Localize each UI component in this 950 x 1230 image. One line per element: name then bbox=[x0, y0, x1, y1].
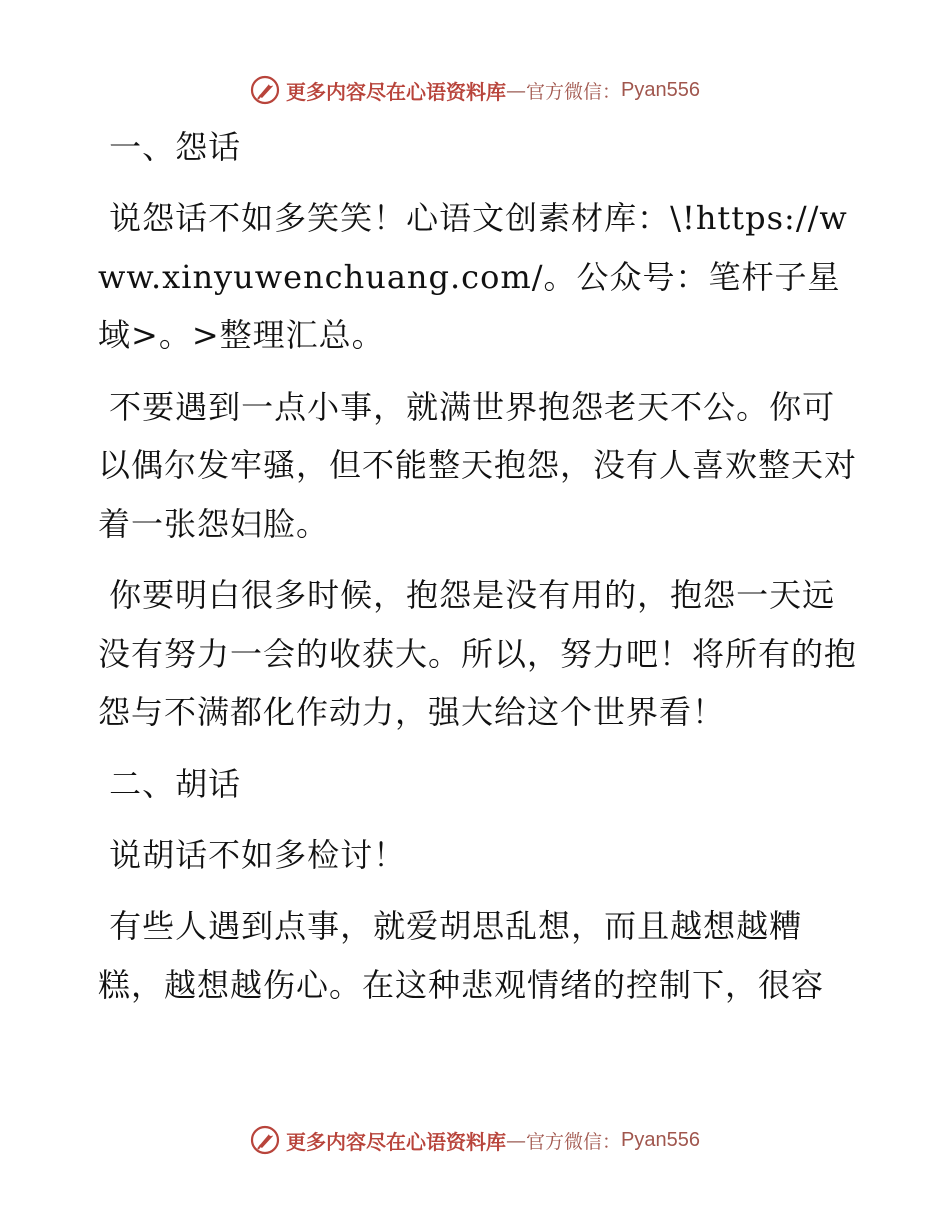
footer-banner bbox=[0, 1120, 950, 1160]
banner-wechat-label: 官方微信： bbox=[526, 80, 622, 103]
paragraph: 你要明白很多时候，抱怨是没有用的，抱怨一天远没有努力一会的收获大。所以，努力吧！将所有的抱怨与不满都化作动力，强大给这个世界看！ bbox=[98, 576, 858, 731]
quill-pen-logo-icon bbox=[250, 75, 280, 105]
paragraph: 说怨话不如多笑笑！心语文创素材库：\!https://www.xinyuwenchuang.com/。公众号：笔杆子星域>。>整理汇总。 bbox=[98, 199, 848, 354]
header-banner bbox=[0, 70, 950, 110]
banner-separator: — bbox=[506, 78, 526, 102]
banner-separator: — bbox=[506, 1128, 526, 1152]
section-heading-2: 二、胡话 bbox=[98, 764, 242, 803]
paragraph: 不要遇到一点小事，就满世界抱怨老天不公。你可以偶尔发牢骚，但不能整天抱怨，没有人喜欢整天对着一张怨妇脸。 bbox=[98, 387, 858, 543]
banner-wechat-handle: Pyan556 bbox=[621, 78, 700, 101]
banner-wechat-handle: Pyan556 bbox=[621, 1128, 700, 1151]
paragraph: 有些人遇到点事，就爱胡思乱想，而且越想越糟糕，越想越伤心。在这种悲观情绪的控制下，很容 bbox=[98, 907, 825, 1004]
paragraph: 说胡话不如多检讨！ bbox=[98, 835, 407, 874]
banner-main-text: 更多内容尽在心语资料库 bbox=[286, 79, 506, 104]
banner-main-text: 更多内容尽在心语资料库 bbox=[286, 1129, 506, 1154]
document-body bbox=[98, 118, 858, 1027]
section-heading-1: 一、怨话 bbox=[98, 128, 242, 166]
quill-pen-logo-icon bbox=[250, 1125, 280, 1155]
banner-wechat-label: 官方微信： bbox=[526, 1130, 622, 1153]
